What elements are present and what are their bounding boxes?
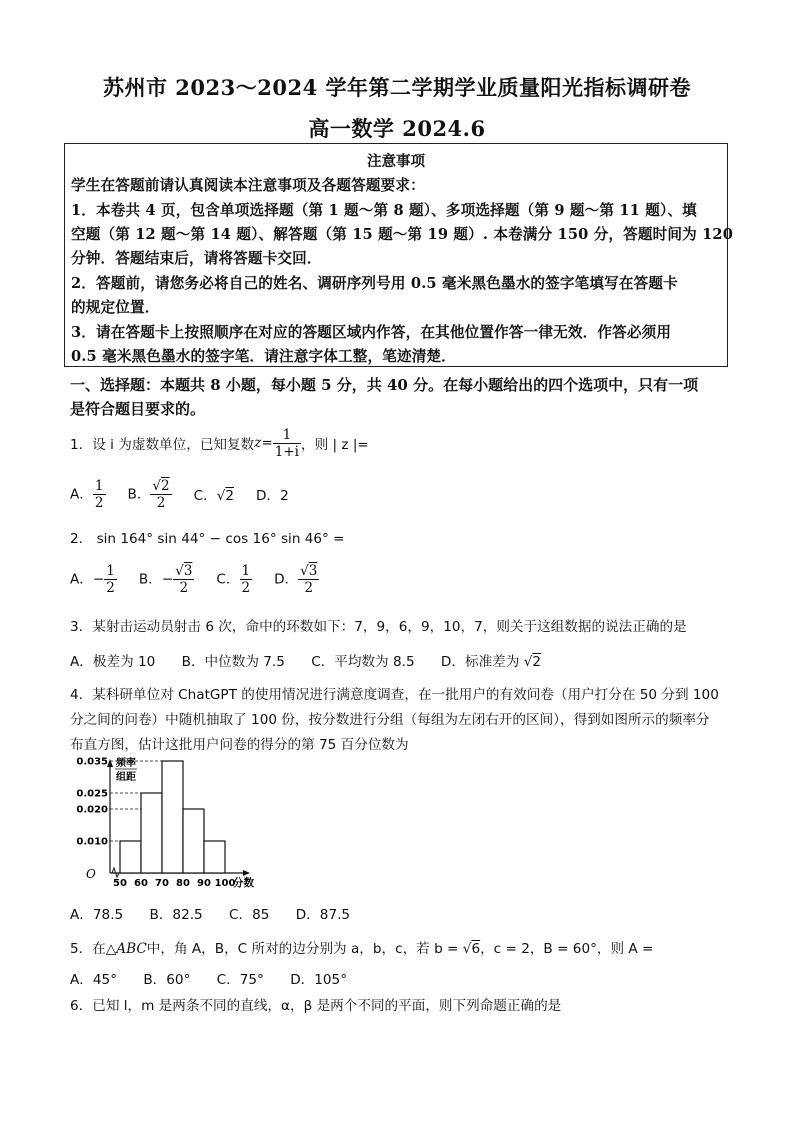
question-6-stem: 6．已知 l，m 是两条不同的直线，α，β 是两个不同的平面，则下列命题正确的是 [70, 998, 562, 1014]
option-b[interactable]: B．60° [143, 972, 191, 988]
x-tick-label: 100 [214, 878, 236, 889]
notice-line: 0.5 毫米黑色墨水的签字笔．请注意字体工整，笔迹清楚． [71, 348, 456, 365]
numerator: 3 [308, 562, 318, 579]
option-c[interactable]: C．√2 [193, 488, 235, 504]
question-1-stem [70, 422, 369, 464]
x-tick-label: 70 [155, 878, 169, 889]
option-a[interactable]: A．78.5 [70, 907, 124, 923]
numerator: 1 [273, 427, 301, 444]
question-4-line: 布直方图，估计这批用户问卷的得分的第 75 百分位数为 [70, 737, 409, 753]
denominator: 2 [304, 579, 314, 596]
question-2-options [70, 559, 341, 599]
y-tick-label: 0.010 [76, 836, 108, 848]
option-a[interactable] [70, 563, 117, 596]
histogram-bar [141, 793, 162, 873]
option-label: D．标准差为 [440, 654, 524, 670]
option-label: D． [274, 571, 299, 587]
x-tick-label: 60 [134, 878, 148, 889]
option-value: 2 [532, 654, 542, 670]
numerator: 1 [106, 562, 115, 579]
option-a[interactable] [70, 478, 106, 511]
option-b[interactable]: B．82.5 [149, 907, 203, 923]
denominator: 2 [106, 579, 115, 596]
q1-fraction [273, 427, 301, 460]
histogram-bar [162, 761, 183, 873]
option-label: A． [70, 571, 93, 587]
notice-line: 2．答题前，请您务必将自己的姓名、调研序列号用 0.5 毫米黑色墨水的签字笔填写在答题卡 [71, 275, 678, 292]
option-a[interactable]: A．极差为 10 [70, 654, 156, 670]
y-tick-label: 0.025 [76, 788, 108, 800]
numerator: 1 [94, 477, 104, 494]
x-tick-label: 80 [176, 878, 190, 889]
exam-subtitle: 高一数学 2024.6 [308, 116, 486, 141]
option-label: A． [70, 486, 93, 502]
numerator: 2 [161, 477, 170, 494]
notice-box [64, 143, 734, 367]
notice-line: 空题（第 12 题～第 14 题）、解答题（第 15 题～第 19 题）. 本卷满分 150 分，答题时间为 120 [71, 226, 734, 243]
notice-line: 1．本卷共 4 页，包含单项选择题（第 1 题～第 8 题）、多项选择题（第 9 题～第 11 题）、填 [71, 202, 697, 219]
histogram-bar [183, 809, 204, 873]
y-label-top: 频率 [116, 758, 136, 769]
option-c[interactable]: C．75° [216, 972, 264, 988]
q5-text: 5．在 [70, 941, 106, 957]
notice-line: 学生在答题前请认真阅读本注意事项及各题答题要求： [71, 177, 425, 194]
option-d[interactable] [256, 484, 289, 504]
histogram-bar [204, 841, 225, 873]
notice-line: 3．请在答题卡上按照顺序在对应的答题区域内作答，在其他位置作答一律无效．作答必须用 [71, 324, 672, 341]
denominator: 2 [94, 494, 104, 511]
y-label-bottom: 组距 [116, 772, 136, 783]
option-b[interactable]: B． $\frac{√2}{2}$ [127, 477, 170, 511]
denominator: 1+i [274, 443, 299, 460]
question-1-options [70, 474, 311, 514]
q1-text: 1．设 i 为虚数单位，已知复数 [70, 437, 255, 453]
frequency-histogram [70, 755, 290, 895]
y-tick-label: 0.035 [76, 756, 108, 768]
question-5-options [70, 968, 369, 988]
option-d[interactable]: D． $\frac{√3}{2}$ [274, 562, 318, 596]
option-label: C． [193, 488, 217, 504]
option-d[interactable]: D．标准差为 √2 [440, 654, 542, 670]
question-3-stem: 3．某射击运动员射击 6 次，命中的环数如下：7，9，6，9，10，7，则关于这组数据的说法正确的是 [70, 619, 687, 635]
option-a[interactable]: A．45° [70, 972, 117, 988]
sign: − [161, 571, 174, 587]
origin-label: O [86, 867, 96, 881]
q1-text-post: ，则 | z |= [300, 437, 369, 453]
q5-text: 中，角 A，B，C 所对的边分别为 a，b，c，若 b = [146, 941, 463, 957]
triangle: △ABC [105, 941, 147, 957]
option-label: C． [216, 571, 240, 587]
x-axis-label: 分数 [233, 877, 254, 889]
section-heading-cont: 是符合题目要求的。 [70, 400, 206, 418]
q1-var: z [254, 435, 262, 451]
option-value: 2 [225, 488, 235, 504]
denominator: 2 [241, 579, 251, 596]
option-label: D． [256, 488, 281, 504]
denominator: 2 [156, 494, 166, 511]
x-axis-arrow [243, 870, 250, 876]
question-3-options [70, 650, 563, 670]
sqrt-value: 6 [471, 941, 481, 957]
numerator: 1 [241, 562, 251, 579]
question-4-options [70, 903, 372, 923]
sign: − [92, 571, 105, 587]
notice-title: 注意事项 [367, 153, 425, 170]
question-5-stem: 5．在△ABC中，角 A，B，C 所对的边分别为 a，b，c，若 b = √6，c = 2，B = 60°，则 A = [70, 941, 654, 957]
exam-title: 苏州市 2023～2024 学年第二学期学业质量阳光指标调研卷 [102, 75, 691, 100]
question-4-line: 4．某科研单位对 ChatGPT 的使用情况进行满意度调查，在一批用户的有效问卷（用户打分在 50 分到 100 [70, 687, 719, 703]
notice-line: 的规定位置． [71, 299, 160, 316]
y-tick-label: 0.020 [76, 804, 108, 816]
option-c[interactable]: C．平均数为 8.5 [311, 654, 415, 670]
denominator: 2 [179, 579, 189, 596]
option-b[interactable]: B．− $\frac{√3}{2}$ [138, 562, 193, 596]
x-tick-label: 90 [197, 878, 211, 889]
option-d[interactable]: D．87.5 [295, 907, 351, 923]
option-b[interactable]: B．中位数为 7.5 [181, 654, 285, 670]
x-tick-label: 50 [113, 878, 127, 889]
option-d[interactable]: D．105° [290, 972, 347, 988]
option-label: B． [138, 571, 162, 587]
option-c[interactable] [216, 563, 252, 596]
option-value: 2 [280, 488, 289, 504]
question-2-stem: 2． sin 164° sin 44° − cos 16° sin 46° = [70, 531, 345, 547]
section-heading: 一、选择题：本题共 8 小题，每小题 5 分，共 40 分。在每小题给出的四个选项中，只有一项 [70, 376, 699, 394]
q1-eq: = [261, 435, 273, 451]
option-c[interactable]: C．85 [229, 907, 270, 923]
q5-text: ，c = 2，B = 60°，则 A = [480, 941, 654, 957]
histogram-bar [120, 841, 141, 873]
question-4-line: 分之间的问卷）中随机抽取了 100 份，按分数进行分组（每组为左闭右开的区间），得到如图所示的频率分 [70, 712, 710, 728]
option-label: B． [127, 486, 151, 502]
numerator: 3 [183, 562, 193, 579]
notice-line: 分钟．答题结束后，请将答题卡交回． [71, 250, 322, 267]
